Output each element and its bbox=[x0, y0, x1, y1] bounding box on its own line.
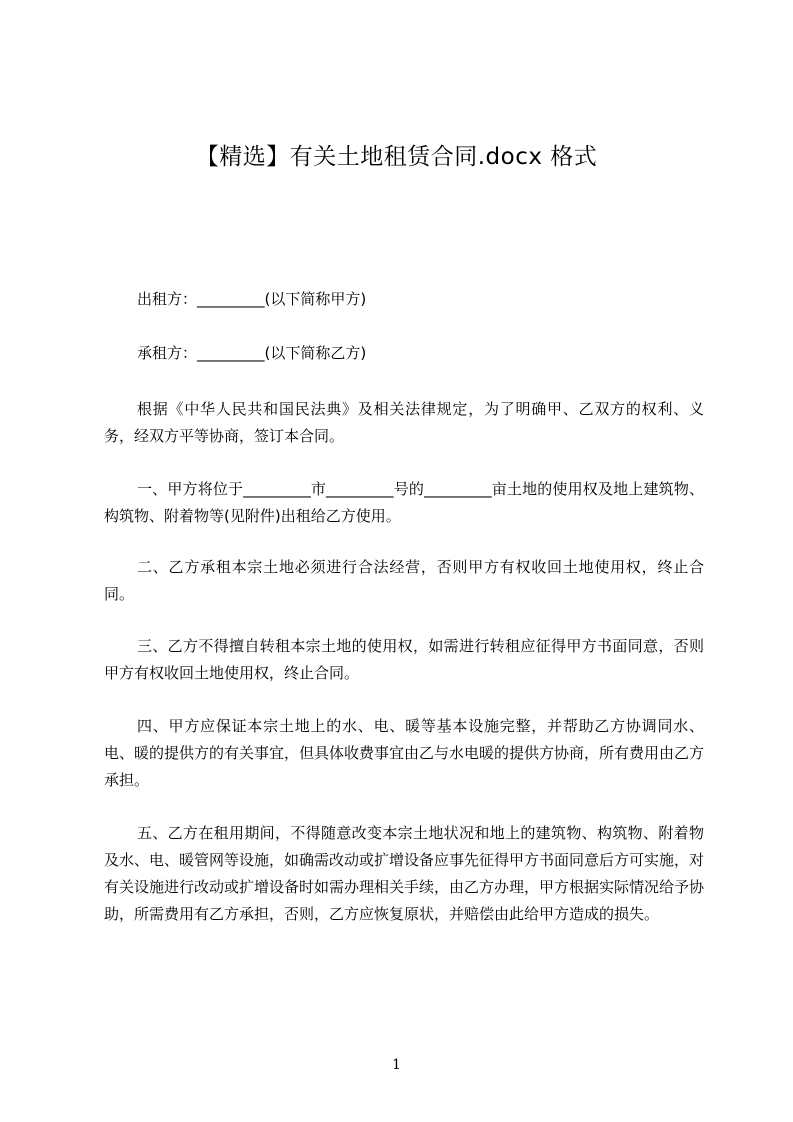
clause-4-paragraph: 四、甲方应保证本宗土地上的水、电、暖等基本设施完整，并帮助乙方协调同水、电、暖的提供方的有关事宜，但具体收费事宜由乙与水电暖的提供方协商，所有费用由乙方承担。 bbox=[104, 717, 705, 789]
lessor-line: 出租方：_________(以下简称甲方) bbox=[137, 290, 367, 308]
preamble-paragraph: 根据《中华人民共和国民法典》及相关法律规定，为了明确甲、乙双方的权利、义务，经双方平等协商，签订本合同。 bbox=[104, 400, 704, 445]
lessee-line: 承租方：_________(以下简称乙方) bbox=[137, 344, 367, 362]
clause-1-paragraph: 一、甲方将位于_________市_________号的_________亩土地的使用权及地上建筑物、构筑物、附着物等(见附件)出租给乙方使用。 bbox=[104, 480, 704, 525]
document-title: 【精选】有关土地租赁合同.docx 格式 bbox=[195, 144, 598, 170]
page-number: 1 bbox=[392, 1057, 401, 1073]
clause-5-paragraph: 五、乙方在租用期间，不得随意改变本宗土地状况和地上的建筑物、构筑物、附着物及水、电、暖管网等设施，如确需改动或扩增设备应事先征得甲方书面同意后方可实施，对有关设施进行改动或扩增设备时如需办理相关手续，由乙方办理，甲方根据实际情况给予协助，所需费用有乙方承担，否则，乙方应恢复原状，并赔偿由此给甲方造成的损失。 bbox=[104, 824, 705, 923]
clause-2-paragraph: 二、乙方承租本宗土地必须进行合法经营，否则甲方有权收回土地使用权，终止合同。 bbox=[104, 558, 704, 603]
clause-3-paragraph: 三、乙方不得擅自转租本宗土地的使用权，如需进行转租应征得甲方书面同意，否则甲方有权收回土地使用权，终止合同。 bbox=[104, 637, 704, 682]
